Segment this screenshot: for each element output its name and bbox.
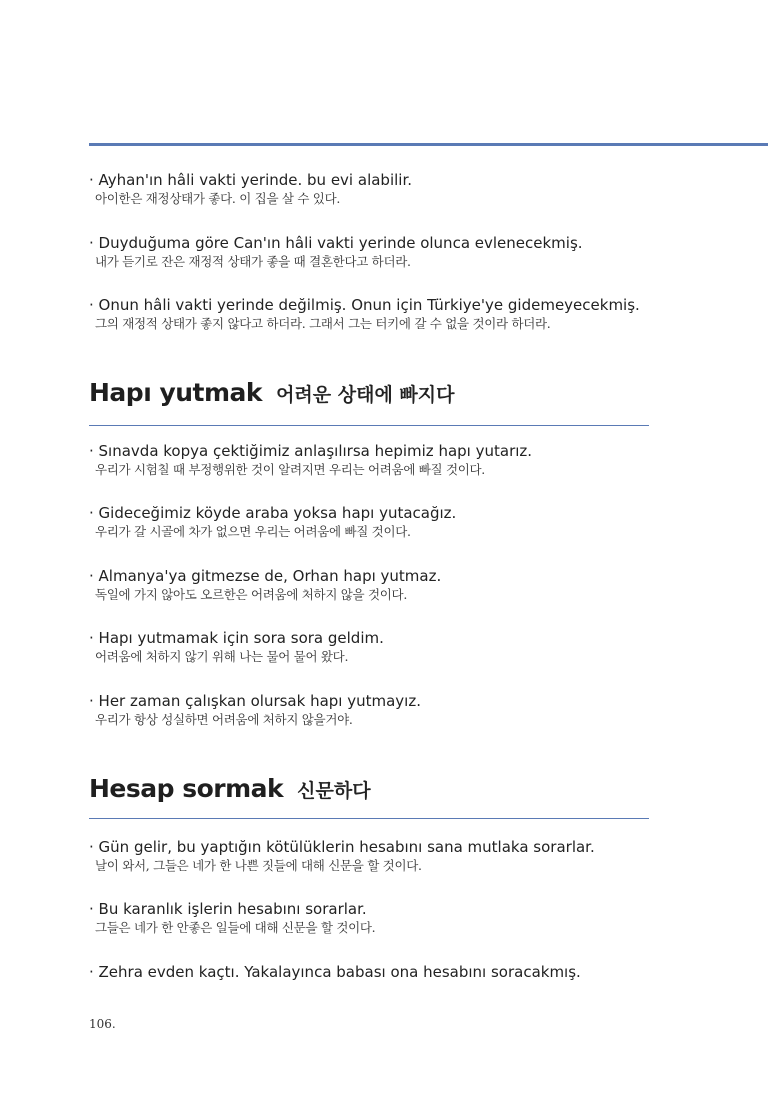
example-entry	[89, 170, 749, 208]
example-entry	[89, 962, 749, 982]
page-number: 106.	[89, 1017, 116, 1031]
turkish-sentence: · Gideceğimiz köyde araba yoksa hapı yutacağız.	[89, 504, 457, 522]
korean-translation: 그들은 네가 한 안좋은 일들에 대해 신문을 할 것이다.	[95, 920, 376, 935]
example-entry	[89, 503, 749, 541]
section-heading	[89, 378, 649, 407]
example-entry	[89, 837, 749, 875]
idiom-title: Hesap sormak	[89, 774, 284, 803]
korean-translation: 그의 재정적 상태가 좋지 않다고 하더라. 그래서 그는 터키에 갈 수 없을 것이라 하더라.	[95, 316, 551, 331]
turkish-sentence: · Hapı yutmamak için sora sora geldim.	[89, 629, 384, 647]
idiom-meaning: 어려운 상태에 빠지다	[276, 384, 455, 406]
top-divider	[89, 143, 768, 146]
korean-translation: 내가 듣기로 잔은 재정적 상태가 좋을 때 결혼한다고 하더라.	[95, 254, 411, 269]
turkish-sentence: · Her zaman çalışkan olursak hapı yutmayız.	[89, 692, 421, 710]
example-entry	[89, 441, 749, 479]
korean-translation: 독일에 가지 않아도 오르한은 어려움에 처하지 않을 것이다.	[95, 587, 407, 602]
turkish-sentence: · Ayhan'ın hâli vakti yerinde. bu evi alabilir.	[89, 171, 413, 189]
turkish-sentence: · Gün gelir, bu yaptığın kötülüklerin hesabını sana mutlaka sorarlar.	[89, 838, 595, 856]
turkish-sentence: · Sınavda kopya çektiğimiz anlaşılırsa hepimiz hapı yutarız.	[89, 442, 533, 460]
turkish-sentence: · Duyduğuma göre Can'ın hâli vakti yerinde olunca evlenecekmiş.	[89, 234, 583, 252]
example-entry	[89, 233, 749, 271]
idiom-title: Hapı yutmak	[89, 378, 263, 407]
example-entry	[89, 691, 749, 729]
example-entry	[89, 628, 749, 666]
section-heading	[89, 774, 649, 803]
korean-translation: 아이한은 재정상태가 좋다. 이 집을 살 수 있다.	[95, 191, 341, 206]
idiom-meaning: 신문하다	[297, 780, 371, 802]
korean-translation: 어려움에 처하지 않기 위해 나는 물어 물어 왔다.	[95, 649, 349, 664]
korean-translation: 우리가 시험칠 때 부정행위한 것이 알려지면 우리는 어려움에 빠질 것이다.	[95, 462, 485, 477]
section-divider	[89, 818, 649, 819]
korean-translation: 날이 와서, 그들은 네가 한 나쁜 짓들에 대해 신문을 할 것이다.	[95, 858, 422, 873]
korean-translation: 우리가 항상 성실하면 어려움에 처하지 않을거야.	[95, 712, 353, 727]
section-divider	[89, 425, 649, 426]
turkish-sentence: · Zehra evden kaçtı. Yakalayınca babası ona hesabını soracakmış.	[89, 963, 581, 981]
example-entry	[89, 566, 749, 604]
example-entry	[89, 295, 749, 333]
korean-translation: 우리가 갈 시골에 차가 없으면 우리는 어려움에 빠질 것이다.	[95, 524, 411, 539]
turkish-sentence: · Bu karanlık işlerin hesabını sorarlar.	[89, 900, 367, 918]
turkish-sentence: · Almanya'ya gitmezse de, Orhan hapı yutmaz.	[89, 567, 442, 585]
turkish-sentence: · Onun hâli vakti yerinde değilmiş. Onun için Türkiye'ye gidemeyecekmiş.	[89, 296, 640, 314]
example-entry	[89, 899, 749, 937]
